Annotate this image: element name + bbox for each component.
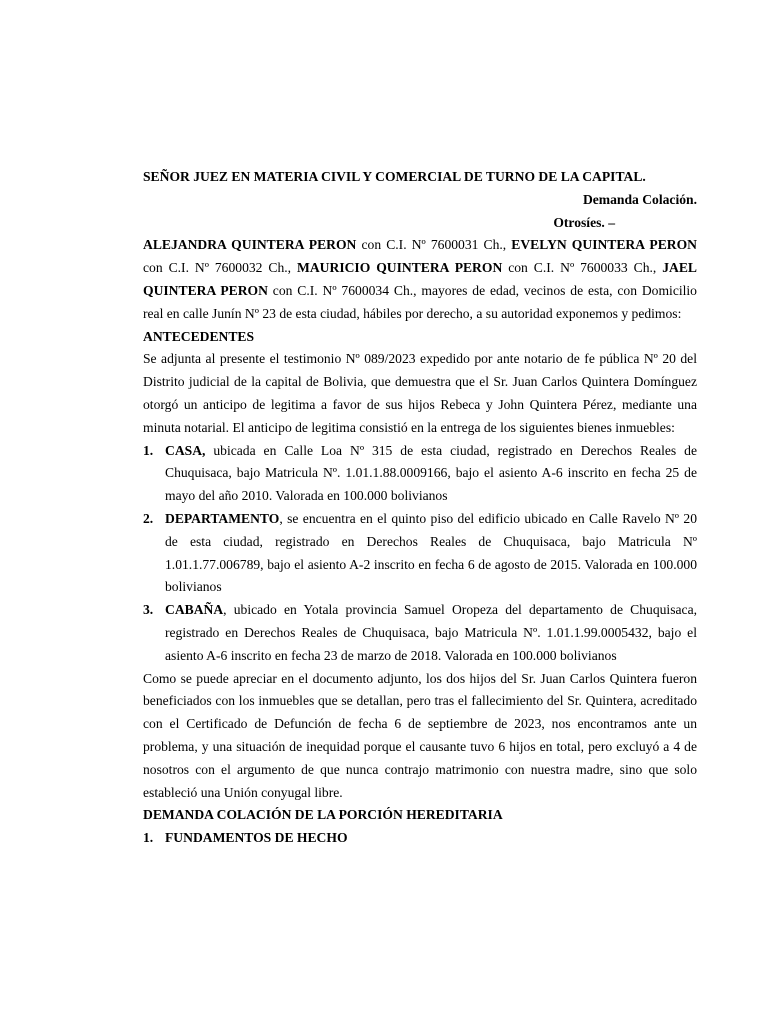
list-item [143, 508, 697, 599]
plaintiff-id-2: con C.I. Nº 7600032 Ch., [143, 260, 298, 276]
item-number: 3. [143, 602, 154, 618]
item-number: 2. [143, 510, 154, 526]
plaintiff-details: con C.I. Nº 7600034 Ch., mayores de edad, vecinos de esta, con Domicilio real en calle Junín Nº 23 de esta ciudad, hábiles por derecho, a su autoridad exponemos y pedimos: [143, 282, 697, 321]
plaintiff-id-1: con C.I. Nº 7600031 Ch., [356, 237, 512, 253]
item-text: , ubicado en Yotala provincia Samuel Oropeza del departamento de Chuquisaca, registrado en Derechos Reales de Chuquisaca, bajo Matricula Nº. 1.01.1.99.0005432, bajo el asiento A-6 inscrito en fecha 23 de marzo de 2018. Valorada en 100.000 bolivianos [165, 602, 697, 663]
subsection-number: 1. [143, 830, 154, 846]
section-heading: DEMANDA COLACIÓN DE LA PORCIÓN HEREDITARIA [143, 807, 503, 823]
plaintiff-name-3: MAURICIO QUINTERA PERON [297, 260, 503, 276]
item-title: DEPARTAMENTO [165, 510, 280, 526]
item-title: CASA, [165, 442, 206, 458]
subject-line [143, 189, 697, 212]
subsection-title: FUNDAMENTOS DE HECHO [165, 830, 348, 846]
plaintiff-name-4: JAEL QUINTERA PERON [143, 260, 697, 298]
plaintiffs-paragraph [143, 234, 697, 325]
antecedentes-paragraph: Se adjunta al presente el testimonio Nº 089/2023 expedido por ante notario de fe pública Nº 20 del Distrito judicial de la capital de Bolivia, que demuestra que el Sr. Juan Carlos Quintera Domínguez otorgó un anticipo de legitima a favor de sus hijos Rebeca y John Quintera Pérez, mediante una minuta notarial. El anticipo de legitima consistió en la entrega de los siguientes bienes inmuebles: [143, 351, 697, 435]
plaintiff-name-1: ALEJANDRA QUINTERA PERON [143, 237, 357, 253]
addressee-heading: SEÑOR JUEZ EN MATERIA CIVIL Y COMERCIAL DE TURNO DE LA CAPITAL. [143, 169, 646, 184]
item-text: , se encuentra en el quinto piso del edificio ubicado en Calle Ravelo Nº 20 de esta ciudad, registrado en Derechos Reales de Chuquisaca, bajo Matricula Nº 1.01.1.77.006789, bajo el asiento A-2 inscrito en fecha 6 de agosto de 2015. Valorada en 100.000 bolivianos [165, 510, 697, 595]
plaintiff-id-3: con C.I. Nº 7600033 Ch., [502, 260, 663, 276]
list-item [143, 440, 697, 508]
plaintiff-name-2: EVELYN QUINTERA PERON [511, 237, 697, 253]
document-page [143, 166, 697, 850]
closing-paragraph: Como se puede apreciar en el documento adjunto, los dos hijos del Sr. Juan Carlos Quintera fueron beneficiados con los inmuebles que se detallan, pero tras el fallecimiento del Sr. Quintera, acreditado con el Certificado de Defunción de fecha 6 de septiembre de 2023, nos encontramos ante un problema, y una situación de inequidad porque el causante tuvo 6 hijos en total, pero excluyó a 4 de nosotros con el argumento de que nunca contrajo matrimonio con nuestra madre, sino que solo estableció una Unión conyugal libre. [143, 670, 697, 800]
item-number: 1. [143, 442, 154, 458]
otrosies-line [143, 212, 697, 235]
antecedentes-heading: ANTECEDENTES [143, 328, 255, 344]
item-title: CABAÑA [165, 602, 224, 618]
subsection-list [143, 827, 697, 850]
item-text: ubicada en Calle Loa Nº 315 de esta ciudad, registrado en Derechos Reales de Chuquisaca, bajo Matricula Nº. 1.01.1.88.0009166, bajo el asiento A-6 inscrito en fecha 25 de mayo del año 2010. Valorada en 100.000 bolivianos [165, 442, 697, 504]
list-item [143, 599, 697, 667]
property-list [143, 440, 697, 668]
otrosies-text: Otrosíes. – [553, 214, 615, 230]
subject-text: Demanda Colación. [582, 191, 697, 207]
subsection-heading [143, 827, 697, 850]
